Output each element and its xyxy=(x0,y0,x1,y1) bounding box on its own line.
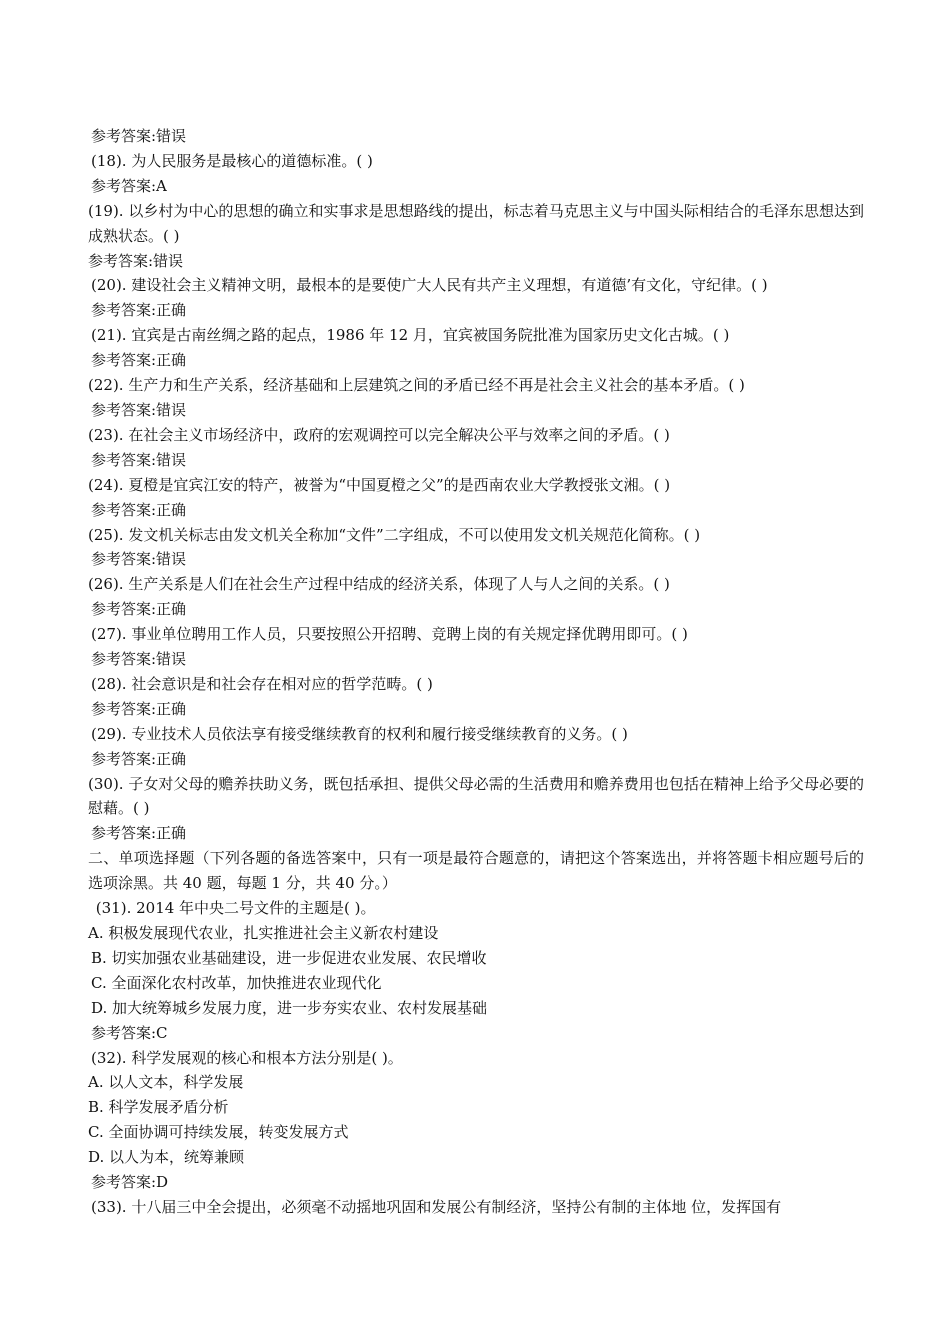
text-line: (23). 在社会主义市场经济中，政府的宏观调控可以完全解决公平与效率之间的矛盾。( ) xyxy=(88,425,670,444)
text-line: B. 科学发展矛盾分析 xyxy=(88,1098,229,1117)
text-line: (25). 发文机关标志由发文机关全称加“文件”二字组成，不可以使用发文机关规范化简称。( ) xyxy=(88,525,701,544)
text-line: B. 切实加强农业基础建设，进一步促进农业发展、农民增收 xyxy=(91,948,487,967)
text-line: 参考答案:正确 xyxy=(91,749,187,768)
text-line: 参考答案:D xyxy=(91,1173,169,1192)
text-line: (27). 事业单位聘用工作人员，只要按照公开招聘、竞聘上岗的有关规定择优聘用即可。( ) xyxy=(91,625,688,644)
text-line: 参考答案:正确 xyxy=(91,699,187,718)
text-line: D. 加大统筹城乡发展力度，进一步夯实农业、农村发展基础 xyxy=(91,998,488,1017)
text-line: (32). 科学发展观的核心和根本方法分别是( )。 xyxy=(91,1048,403,1067)
text-line: (19). 以乡村为中心的思想的确立和实事求是思想路线的提出，标志着马克思主义与中国头际相结合的毛泽东思想达到成熟状态。( ) xyxy=(88,201,864,245)
text-line: (21). 宜宾是古南丝绸之路的起点，1986 年 12 月，宜宾被国务院批准为国家历史文化古城。( ) xyxy=(91,326,730,345)
text-line: 参考答案:正确 xyxy=(91,500,187,519)
text-line: (31). 2014 年中央二号文件的主题是( )。 xyxy=(91,899,376,918)
text-line: A. 积极发展现代农业，扎实推进社会主义新农村建设 xyxy=(88,924,439,942)
text-line: 参考答案:错误 xyxy=(91,550,187,569)
text-line: D. 以人为本，统筹兼顾 xyxy=(88,1148,245,1167)
text-line: (24). 夏橙是宜宾江安的特产，被誉为“中国夏橙之父”的是西南农业大学教授张文湘。( ) xyxy=(88,475,671,494)
text-line: 参考答案:正确 xyxy=(91,600,187,619)
document-body xyxy=(88,124,864,1220)
text-line: (26). 生产关系是人们在社会生产过程中结成的经济关系，体现了人与人之间的关系。( ) xyxy=(88,575,670,594)
text-line: C. 全面协调可持续发展，转变发展方式 xyxy=(88,1123,349,1142)
text-line: (18). 为人民服务是最核心的道德标准。( ) xyxy=(91,151,373,170)
text-line: (33). 十八届三中全会提出，必须毫不动摇地巩固和发展公有制经济，坚持公有制的主体地 位，发挥国有 xyxy=(91,1197,782,1216)
text-line: 参考答案:错误 xyxy=(88,251,184,270)
text-line: 二、单项选择题（下列各题的备选答案中，只有一项是最符合题意的，请把这个答案选出，并将答题卡相应题号后的选项涂黑。共 40 题，每题 1 分，共 40 分。） xyxy=(88,849,864,893)
text-line: 参考答案:正确 xyxy=(91,824,187,843)
text-line: 参考答案:错误 xyxy=(91,127,187,145)
text-line: 参考答案:错误 xyxy=(91,650,187,669)
text-line: (22). 生产力和生产关系，经济基础和上层建筑之间的矛盾已经不再是社会主义社会的基本矛盾。( ) xyxy=(88,376,745,395)
text-line: 参考答案:错误 xyxy=(91,450,187,469)
text-line: (28). 社会意识是和社会存在相对应的哲学范畴。( ) xyxy=(91,674,433,693)
text-line: 参考答案:正确 xyxy=(91,301,187,320)
text-line: (20). 建设社会主义精神文明，最根本的是要使广大人民有共产主义理想，有道德’有文化，守纪律。( ) xyxy=(91,276,768,295)
text-line: (30). 子女对父母的赡养扶助义务，既包括承担、提供父母必需的生活费用和赡养费用也包括在精神上给予父母必要的慰藉。( ) xyxy=(88,774,864,818)
text-line: 参考答案:C xyxy=(91,1023,168,1042)
text-line: C. 全面深化农村改革，加快推进农业现代化 xyxy=(91,973,382,992)
text-line: 参考答案:错误 xyxy=(91,400,187,419)
text-line: 参考答案:正确 xyxy=(91,351,187,370)
text-line: A. 以人文本，科学发展 xyxy=(88,1073,244,1092)
text-line: 参考答案:A xyxy=(91,176,167,195)
text-line: (29). 专业技术人员依法享有接受继续教育的权利和履行接受继续教育的义务。( ) xyxy=(91,724,628,743)
